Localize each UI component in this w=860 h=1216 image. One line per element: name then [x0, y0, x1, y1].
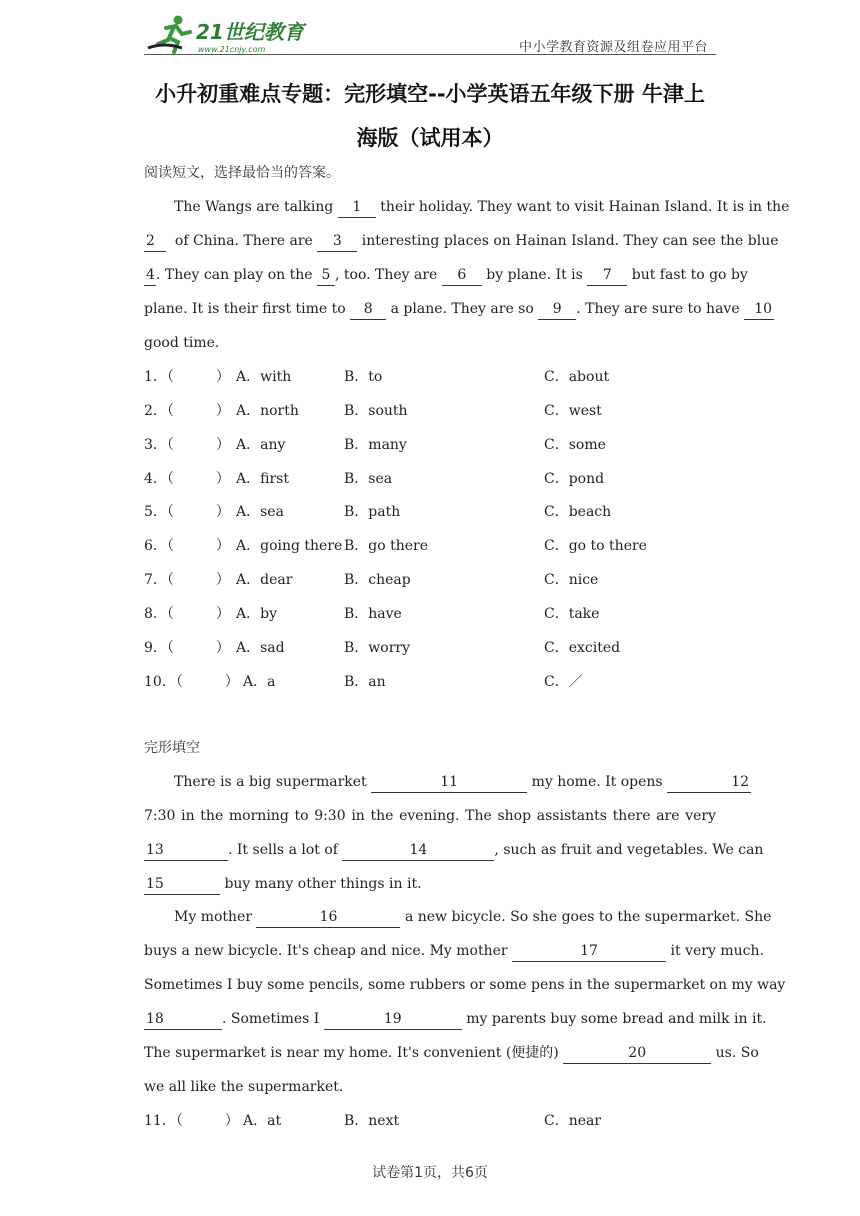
instruction-text: 阅读短文，选择最恰当的答案。 — [144, 165, 340, 181]
option-b[interactable]: B．cheap — [344, 572, 411, 588]
question-number: 5．（ ） — [144, 504, 230, 520]
blank-9: 9 — [538, 299, 576, 320]
passage1-line: plane. It is their first time to 8 a plane. They are so 9 . They are sure to have 10 — [144, 299, 716, 319]
passage2-line: 15 buy many other things in it. — [144, 874, 716, 894]
option-c[interactable]: C．west — [544, 403, 602, 419]
option-c[interactable]: C．nice — [544, 572, 599, 588]
runner-icon — [148, 16, 190, 53]
passage2-line: 13 . It sells a lot of 14 , such as fruit and vegetables. We can — [144, 840, 716, 860]
blank-17: 17 — [512, 941, 666, 962]
passage1-line: 2 of China. There are 3 interesting places on Hainan Island. They can see the blue — [144, 231, 716, 251]
svg-text:www.21cnjy.com: www.21cnjy.com — [198, 45, 266, 54]
option-c[interactable]: C．near — [544, 1113, 602, 1129]
question-number: 3．（ ） — [144, 437, 230, 453]
option-c[interactable]: C．beach — [544, 504, 612, 520]
option-b[interactable]: B．many — [344, 437, 407, 453]
option-b[interactable]: B．sea — [344, 471, 393, 487]
title-line-1: 小升初重难点专题：完形填空--小学英语五年级下册 牛津上 — [155, 82, 705, 106]
page-footer: 试卷第1页，共6页 — [372, 1165, 488, 1181]
option-a[interactable]: A．sea — [236, 504, 284, 520]
blank-13: 13 — [144, 840, 228, 861]
option-a[interactable]: A．sad — [236, 640, 285, 656]
question-number: 1．（ ） — [144, 369, 230, 385]
option-c[interactable]: C．about — [544, 369, 610, 385]
option-b[interactable]: B．south — [344, 403, 408, 419]
blank-16: 16 — [256, 907, 400, 928]
blank-2: 2 — [144, 231, 166, 252]
blank-1: 1 — [338, 197, 376, 218]
blank-18: 18 — [144, 1009, 222, 1030]
header-divider — [144, 54, 716, 55]
option-a[interactable]: A．by — [236, 606, 277, 622]
site-logo — [144, 14, 314, 56]
passage2-line: we all like the supermarket. — [144, 1079, 344, 1095]
option-b[interactable]: B．worry — [344, 640, 410, 656]
passage2-line: buys a new bicycle. It's cheap and nice. My mother 17 it very much. — [144, 941, 716, 961]
question-number: 8．（ ） — [144, 606, 230, 622]
blank-14: 14 — [342, 840, 494, 861]
option-a[interactable]: A．any — [236, 437, 286, 453]
option-b[interactable]: B．go there — [344, 538, 429, 554]
passage2-line: The supermarket is near my home. It's convenient (便捷的) 20 us. So — [144, 1043, 716, 1063]
option-a[interactable]: A．at — [243, 1113, 282, 1129]
option-b[interactable]: B．path — [344, 504, 401, 520]
title-line-2: 海版（试用本） — [356, 126, 504, 150]
option-a[interactable]: A．dear — [236, 572, 293, 588]
question-number: 4．（ ） — [144, 471, 230, 487]
passage1-line: The Wangs are talking 1 their holiday. They want to visit Hainan Island. It is in the — [144, 197, 716, 217]
blank-19: 19 — [324, 1009, 462, 1030]
option-c[interactable]: C．take — [544, 606, 600, 622]
option-b[interactable]: B．next — [344, 1113, 400, 1129]
passage1-line: good time. — [144, 335, 220, 351]
blank-4: 4 — [144, 265, 156, 286]
option-a[interactable]: A．a — [243, 674, 276, 690]
question-number: 2．（ ） — [144, 403, 230, 419]
question-number: 7．（ ） — [144, 572, 230, 588]
header-platform-text: 中小学教育资源及组卷应用平台 — [518, 40, 708, 55]
blank-10: 10 — [744, 299, 774, 320]
passage2-line: Sometimes I buy some pencils, some rubbers or some pens in the supermarket on my way — [144, 977, 786, 993]
section-heading: 完形填空 — [144, 740, 200, 756]
option-b[interactable]: B．an — [344, 674, 386, 690]
blank-11: 11 — [371, 772, 527, 793]
page-title — [144, 72, 716, 160]
option-c[interactable]: C．pond — [544, 471, 605, 487]
blank-8: 8 — [350, 299, 386, 320]
blank-7: 7 — [587, 265, 627, 286]
option-c[interactable]: C．some — [544, 437, 606, 453]
question-number: 6．（ ） — [144, 538, 230, 554]
blank-5: 5 — [317, 265, 335, 286]
passage2-line: My mother 16 a new bicycle. So she goes to the supermarket. She — [144, 907, 716, 927]
passage2-line: There is a big supermarket 11 my home. It opens 12 — [144, 772, 716, 792]
passage2-line: 18 . Sometimes I 19 my parents buy some bread and milk in it. — [144, 1009, 716, 1029]
blank-12: 12 — [667, 772, 751, 793]
option-a[interactable]: A．first — [236, 471, 289, 487]
question-number: 11．（ ） — [144, 1113, 239, 1129]
blank-3: 3 — [317, 231, 357, 252]
blank-20: 20 — [563, 1043, 711, 1064]
option-b[interactable]: B．have — [344, 606, 402, 622]
option-c[interactable]: C．／ — [544, 674, 583, 690]
option-c[interactable]: C．excited — [544, 640, 621, 656]
page-header — [144, 12, 716, 56]
question-number: 10．（ ） — [144, 674, 239, 690]
passage1-line: 4. They can play on the 5 , too. They are 6 by plane. It is 7 but fast to go by — [144, 265, 716, 285]
svg-text:21世纪教育: 21世纪教育 — [196, 20, 304, 44]
question-number: 9．（ ） — [144, 640, 230, 656]
blank-6: 6 — [442, 265, 482, 286]
passage2-line: 7:30 in the morning to 9:30 in the evening. The shop assistants there are very — [144, 808, 716, 824]
option-a[interactable]: A．going there — [236, 538, 343, 554]
option-a[interactable]: A．north — [236, 403, 299, 419]
blank-15: 15 — [144, 874, 220, 895]
option-a[interactable]: A．with — [236, 369, 292, 385]
option-b[interactable]: B．to — [344, 369, 383, 385]
option-c[interactable]: C．go to there — [544, 538, 647, 554]
